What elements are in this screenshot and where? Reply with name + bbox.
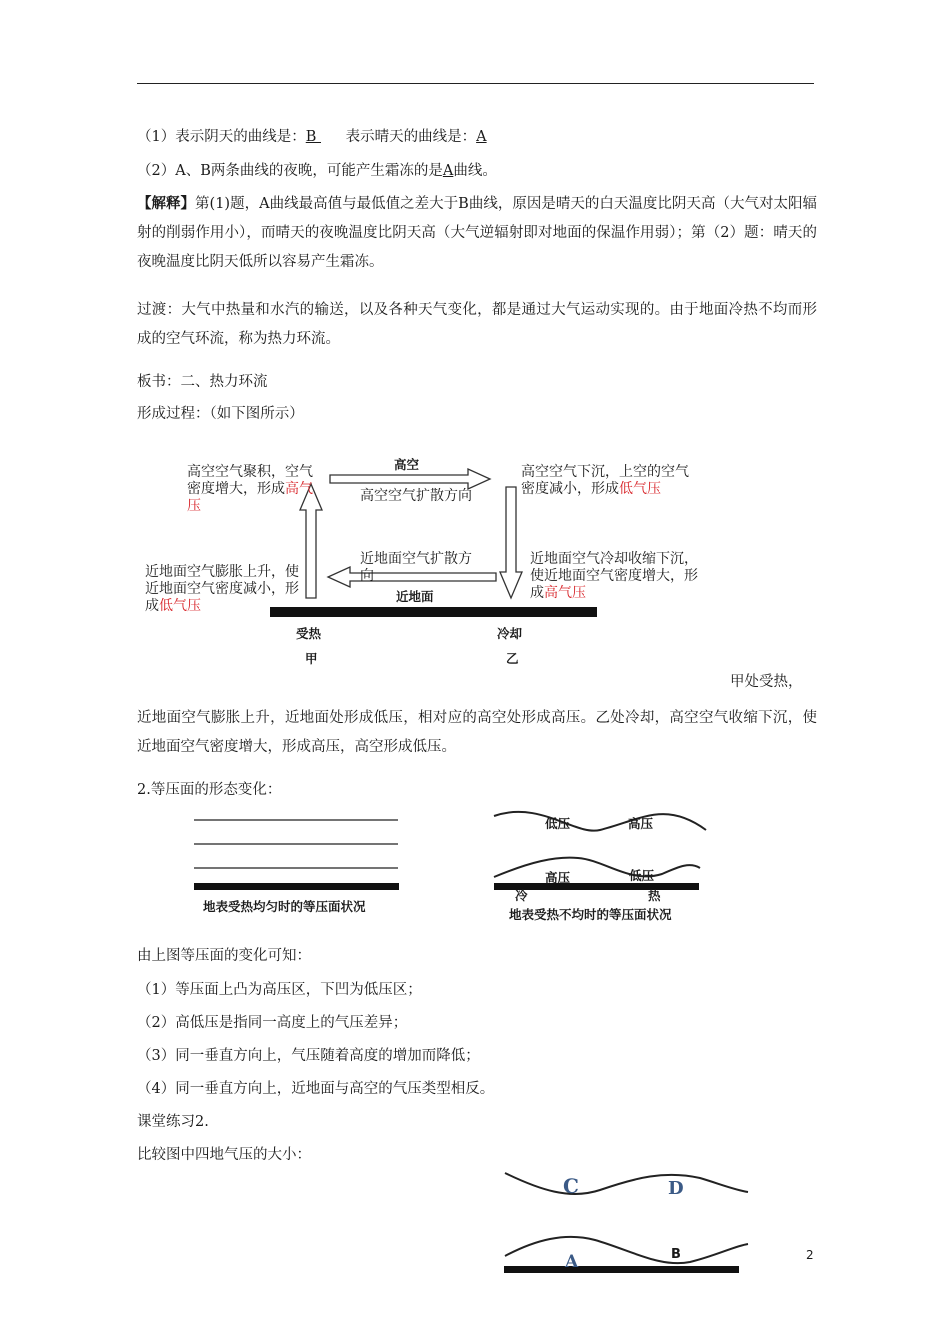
practice-lower-isobar — [505, 1237, 748, 1263]
process-label: 形成过程：（如下图所示） — [137, 406, 304, 422]
explanation-2-body: 近地面空气膨胀上升，近地面处形成低压，相对应的高空处形成高压。乙处冷却，高空空气收缩下沉，使近地面空气密度增大，形成高压，高空形成低压。 — [137, 710, 817, 755]
cold-label: 冷 — [515, 888, 528, 903]
ground-bar — [270, 607, 597, 617]
practice-upper-isobar — [505, 1173, 748, 1194]
explanation-tag: 【解释】 — [137, 195, 196, 212]
low-pressure-label: 低气压 — [619, 481, 661, 497]
nonuniform-caption: 地表受热不均时的等压面状况 — [509, 907, 672, 922]
upper-low-label: 低压 — [545, 816, 571, 831]
jia-label: 甲 — [305, 651, 318, 666]
isobar-title: 2.等压面的形态变化： — [137, 782, 282, 798]
bottom-right-text: 近地面空气冷却收缩下沉，使近地面空气密度增大，形成高气压 — [530, 551, 698, 601]
hot-label: 热 — [648, 888, 661, 903]
uniform-caption: 地表受热均匀时的等压面状况 — [203, 899, 366, 914]
transition-paragraph: 过渡：大气中热量和水汽的输送，以及各种天气变化，都是通过大气运动实现的。由于地面冷热不均而形成的空气环流，称为热力环流。 — [137, 302, 817, 347]
explanation-paragraph: 【解释】第(1)题，A曲线最高值与最低值之差大于B曲线，原因是晴天的白天温度比阴天高（大气对太阳辐射的削弱作用小），而晴天的夜晚温度比阴天高（大气逆辐射即对地面的保温作用弱）；第（2）题：晴天的夜晚温度比阴天低所以容易产生霜冻。 — [137, 195, 817, 270]
uniform-ground — [194, 883, 399, 890]
lower-low-label: 低压 — [629, 868, 655, 883]
bottom-left-text: 近地面空气膨胀上升，使近地面空气密度减小，形成低气压 — [145, 564, 299, 614]
conclusion-3: （3）同一垂直方向上，气压随着高度的增加而降低； — [137, 1048, 480, 1064]
practice-title: 课堂练习2. — [137, 1114, 209, 1130]
practice-question: 比较图中四地气压的大小： — [137, 1147, 311, 1163]
point-a-label: A — [565, 1252, 579, 1272]
top-label: 高空 — [394, 457, 420, 472]
question-1: （1）表示阴天的曲线是：B 表示晴天的曲线是：A — [137, 129, 487, 145]
board-heading: 板书：二、热力环流 — [137, 374, 268, 390]
right-down-arrow — [500, 487, 522, 598]
conclusion-4: （4）同一垂直方向上，近地面与高空的气压类型相反。 — [137, 1081, 495, 1097]
nonuniform-lower-isobar — [494, 858, 700, 877]
yi-label: 乙 — [506, 651, 519, 666]
conclusion-1: （1）等压面上凸为高压区，下凹为低压区； — [137, 982, 422, 998]
high-pressure-label-ground: 高气压 — [544, 585, 586, 601]
heated-label: 受热 — [296, 626, 322, 641]
point-c-label: C — [563, 1174, 579, 1198]
low-pressure-label-ground: 低气压 — [159, 598, 201, 614]
top-arrow-text: 高空空气扩散方向 — [360, 488, 472, 504]
high-pressure-label: 高气压 — [187, 481, 313, 514]
explanation-2-start: 甲处受热， — [730, 674, 803, 690]
lower-high-label: 高压 — [545, 870, 571, 885]
top-right-text: 高空空气下沉，上空的空气密度减小，形成低气压 — [521, 464, 689, 497]
practice-ground — [504, 1266, 739, 1273]
answer-cloudy: B — [305, 129, 321, 145]
question-2: （2）A、B两条曲线的夜晚，可能产生霜冻的是A曲线。 — [137, 163, 497, 179]
conclusion-intro: 由上图等压面的变化可知： — [137, 948, 311, 964]
page-number: 2 — [806, 1248, 814, 1262]
point-d-label: D — [668, 1178, 684, 1199]
answer-frost: A — [442, 163, 454, 179]
nonuniform-upper-isobar — [494, 812, 706, 831]
bottom-label: 近地面 — [396, 589, 434, 604]
bottom-arrow-text: 近地面空气扩散方向 — [360, 551, 472, 584]
point-b-label: B — [671, 1247, 681, 1262]
cooled-label: 冷却 — [497, 626, 523, 641]
upper-high-label: 高压 — [628, 816, 654, 831]
top-left-text: 高空空气聚积，空气密度增大，形成高气压 — [187, 464, 313, 514]
conclusion-2: （2）高低压是指同一高度上的气压差异； — [137, 1015, 408, 1031]
answer-sunny: A — [476, 129, 487, 145]
